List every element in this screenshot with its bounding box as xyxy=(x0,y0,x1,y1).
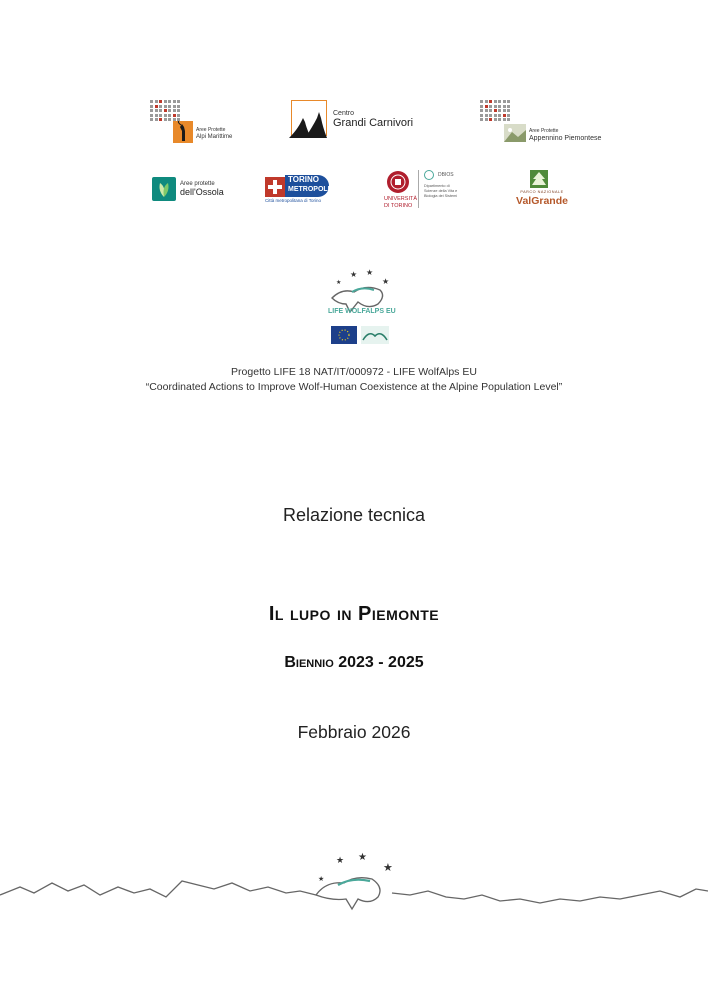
svg-text:★: ★ xyxy=(336,856,345,866)
torino-line2: METROPOLI xyxy=(288,186,330,193)
valgrande-line1: PARCO NAZIONALE xyxy=(520,190,564,194)
dbios-department: Dipartimento di Scienze della Vita e Biologia dei Sistemi xyxy=(424,184,458,198)
landscape-icon xyxy=(504,124,526,142)
grid-mark-icon xyxy=(480,100,510,121)
svg-text:★: ★ xyxy=(358,852,367,863)
mountain-skyline-icon xyxy=(0,845,708,925)
wolfalps-label: LIFE WOLFALPS EU xyxy=(328,308,396,315)
ossola-line1: Aree protette xyxy=(180,181,215,187)
life-wolfalps-logo xyxy=(328,268,396,348)
natura-2000-icon xyxy=(361,326,389,344)
unito-line1: UNIVERSITÀ xyxy=(384,196,418,202)
document-title: Il lupo in Piemonte xyxy=(268,603,440,625)
appennino-logo xyxy=(480,100,602,142)
project-description: “Coordinated Actions to Improve Wolf-Human Coexistence at the Alpine Population Level” xyxy=(145,381,563,393)
torino-metropoli-logo xyxy=(265,175,329,205)
alpi-marittime-logo xyxy=(150,100,233,140)
project-code: Progetto LIFE 18 NAT/IT/000972 - LIFE WolfAlps EU xyxy=(231,366,477,378)
ossola-line2: dell'Ossola xyxy=(180,187,224,197)
seal-icon xyxy=(387,171,409,193)
svg-text:★: ★ xyxy=(383,861,393,874)
valgrande-line2: ValGrande xyxy=(516,195,568,207)
document-date: Febbraio 2026 xyxy=(297,722,411,742)
torino-line1: TORINO xyxy=(288,175,319,184)
torino-line3: Città metropolitana di Torino xyxy=(265,198,321,203)
dbios-code: DBIOS xyxy=(438,172,454,178)
alpi-marittime-line1: Aree Protette xyxy=(196,127,226,133)
appennino-line1: Aree Protette xyxy=(529,128,559,134)
document-subtitle: Biennio 2023 - 2025 xyxy=(284,654,424,671)
tree-icon xyxy=(530,170,548,188)
svg-text:★: ★ xyxy=(382,277,390,286)
svg-text:★: ★ xyxy=(336,279,342,286)
wolves-icon xyxy=(287,108,331,140)
centro-carnivori-line1: Centro xyxy=(333,110,355,117)
eu-flag-icon xyxy=(331,326,357,344)
svg-text:★: ★ xyxy=(350,270,358,279)
cross-icon xyxy=(265,177,285,197)
leaf-icon xyxy=(152,177,176,201)
ibex-icon xyxy=(173,121,193,143)
dbios-icon xyxy=(424,170,434,180)
report-type: Relazione tecnica xyxy=(282,505,426,525)
alpi-marittime-line2: Alpi Marittime xyxy=(196,133,233,140)
svg-text:★: ★ xyxy=(318,875,325,883)
grid-mark-icon xyxy=(150,100,180,121)
svg-text:★: ★ xyxy=(366,268,374,277)
appennino-line2: Appennino Piemontese xyxy=(529,134,602,142)
unito-line2: DI TORINO xyxy=(384,203,413,209)
centro-carnivori-line2: Grandi Carnivori xyxy=(333,117,414,129)
